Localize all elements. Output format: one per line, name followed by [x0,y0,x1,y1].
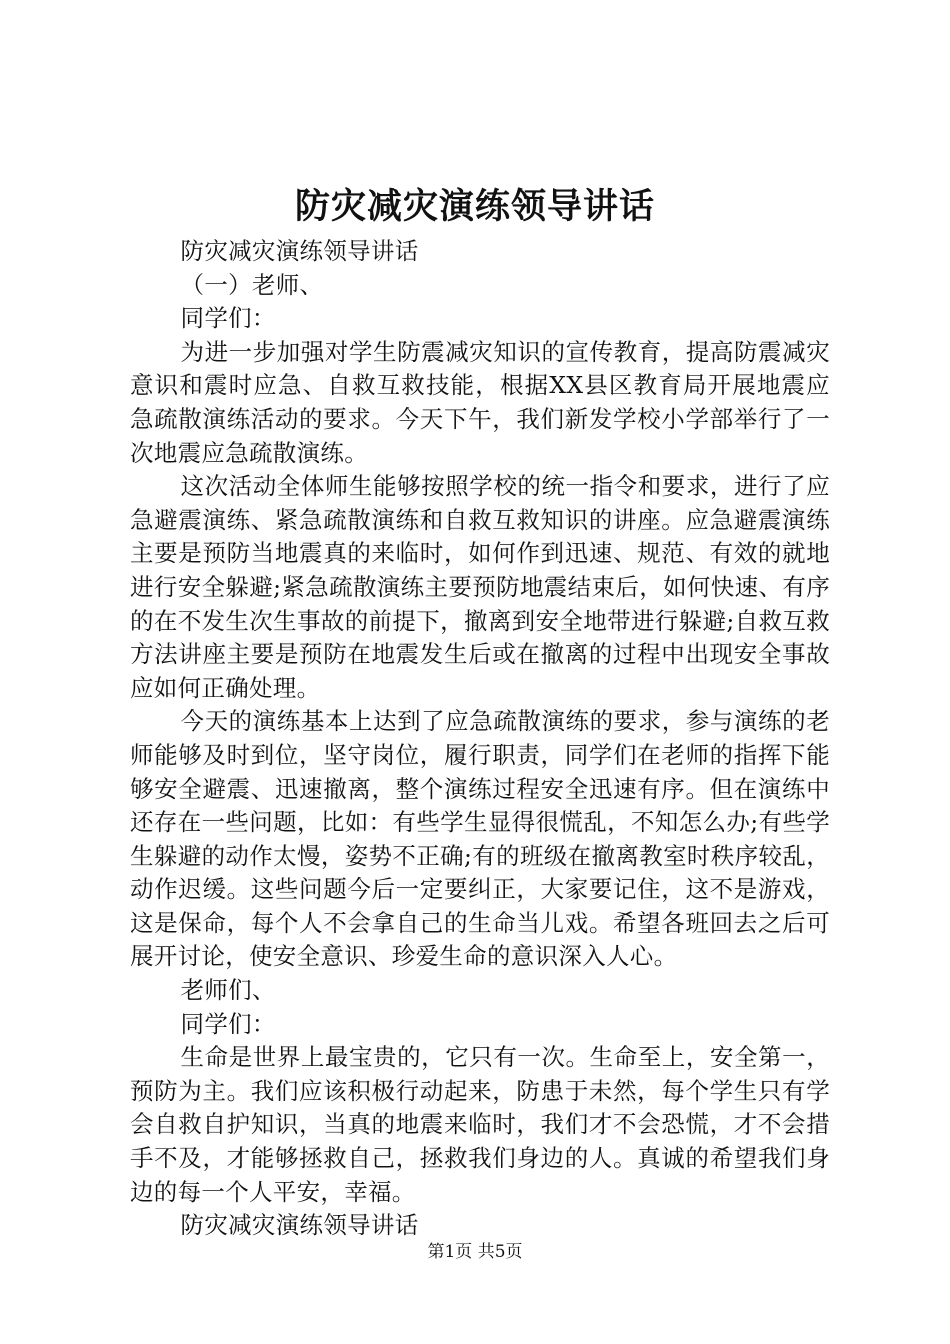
document-title: 防灾减灾演练领导讲话 [294,186,655,227]
paragraph-next-heading: 防灾减灾演练领导讲话 [180,1211,419,1240]
page-footer: 第1页 共5页 [427,1242,523,1262]
paragraph-salutation-students-2: 同学们： [180,1009,276,1038]
paragraph-purpose: 为进一步加强对学生防震减灾知识的宣传教育，提高防震减灾意识和震时应急、自救互救技能，根据XX县区教育局开展地震应急疏散演练活动的要求。今天下午，我们新发学校小学部举行了一次地震应急疏散演练。 [130,337,830,467]
paragraph-heading-repeat: 防灾减灾演练领导讲话 [180,237,419,265]
paragraph-closing: 生命是世界上最宝贵的，它只有一次。生命至上，安全第一，预防为主。我们应该积极行动起来，防患于未然，每个学生只有学会自救自护知识，当真的地震来临时，我们才不会恐慌，才不会措手不及，才能够拯救自己，拯救我们身边的人。真诚的希望我们身边的每一个人平安，幸福。 [130,1043,830,1206]
paragraph-salutation-teachers: （一）老师、 [180,270,324,299]
paragraph-salutation-students: 同学们： [180,304,276,333]
paragraph-evaluation: 今天的演练基本上达到了应急疏散演练的要求，参与演练的老师能够及时到位，坚守岗位，履行职责，同学们在老师的指挥下能够安全避震、迅速撤离，整个演练过程安全迅速有序。但在演练中还存在一些问题，比如：有些学生显得很慌乱，不知怎么办;有些学生躲避的动作太慢，姿势不正确;有的班级在撤离教室时秩序较乱，动作迟缓。这些问题今后一定要纠正，大家要记住，这不是游戏，这是保命，每个人不会拿自己的生命当儿戏。希望各班回去之后可展开讨论，使安全意识、珍爱生命的意识深入人心。 [130,707,830,971]
paragraph-activity-summary: 这次活动全体师生能够按照学校的统一指令和要求，进行了应急避震演练、紧急疏散演练和自救互救知识的讲座。应急避震演练主要是预防当地震真的来临时，如何作到迅速、规范、有效的就地进行安全躲避;紧急疏散演练主要预防地震结束后，如何快速、有序的在不发生次生事故的前提下，撤离到安全地带进行躲避;自救互救方法讲座主要是预防在地震发生后或在撤离的过程中出现安全事故应如何正确处理。 [130,472,830,702]
paragraph-salutation-teachers-2: 老师们、 [180,976,276,1005]
document-body [130,235,830,1243]
